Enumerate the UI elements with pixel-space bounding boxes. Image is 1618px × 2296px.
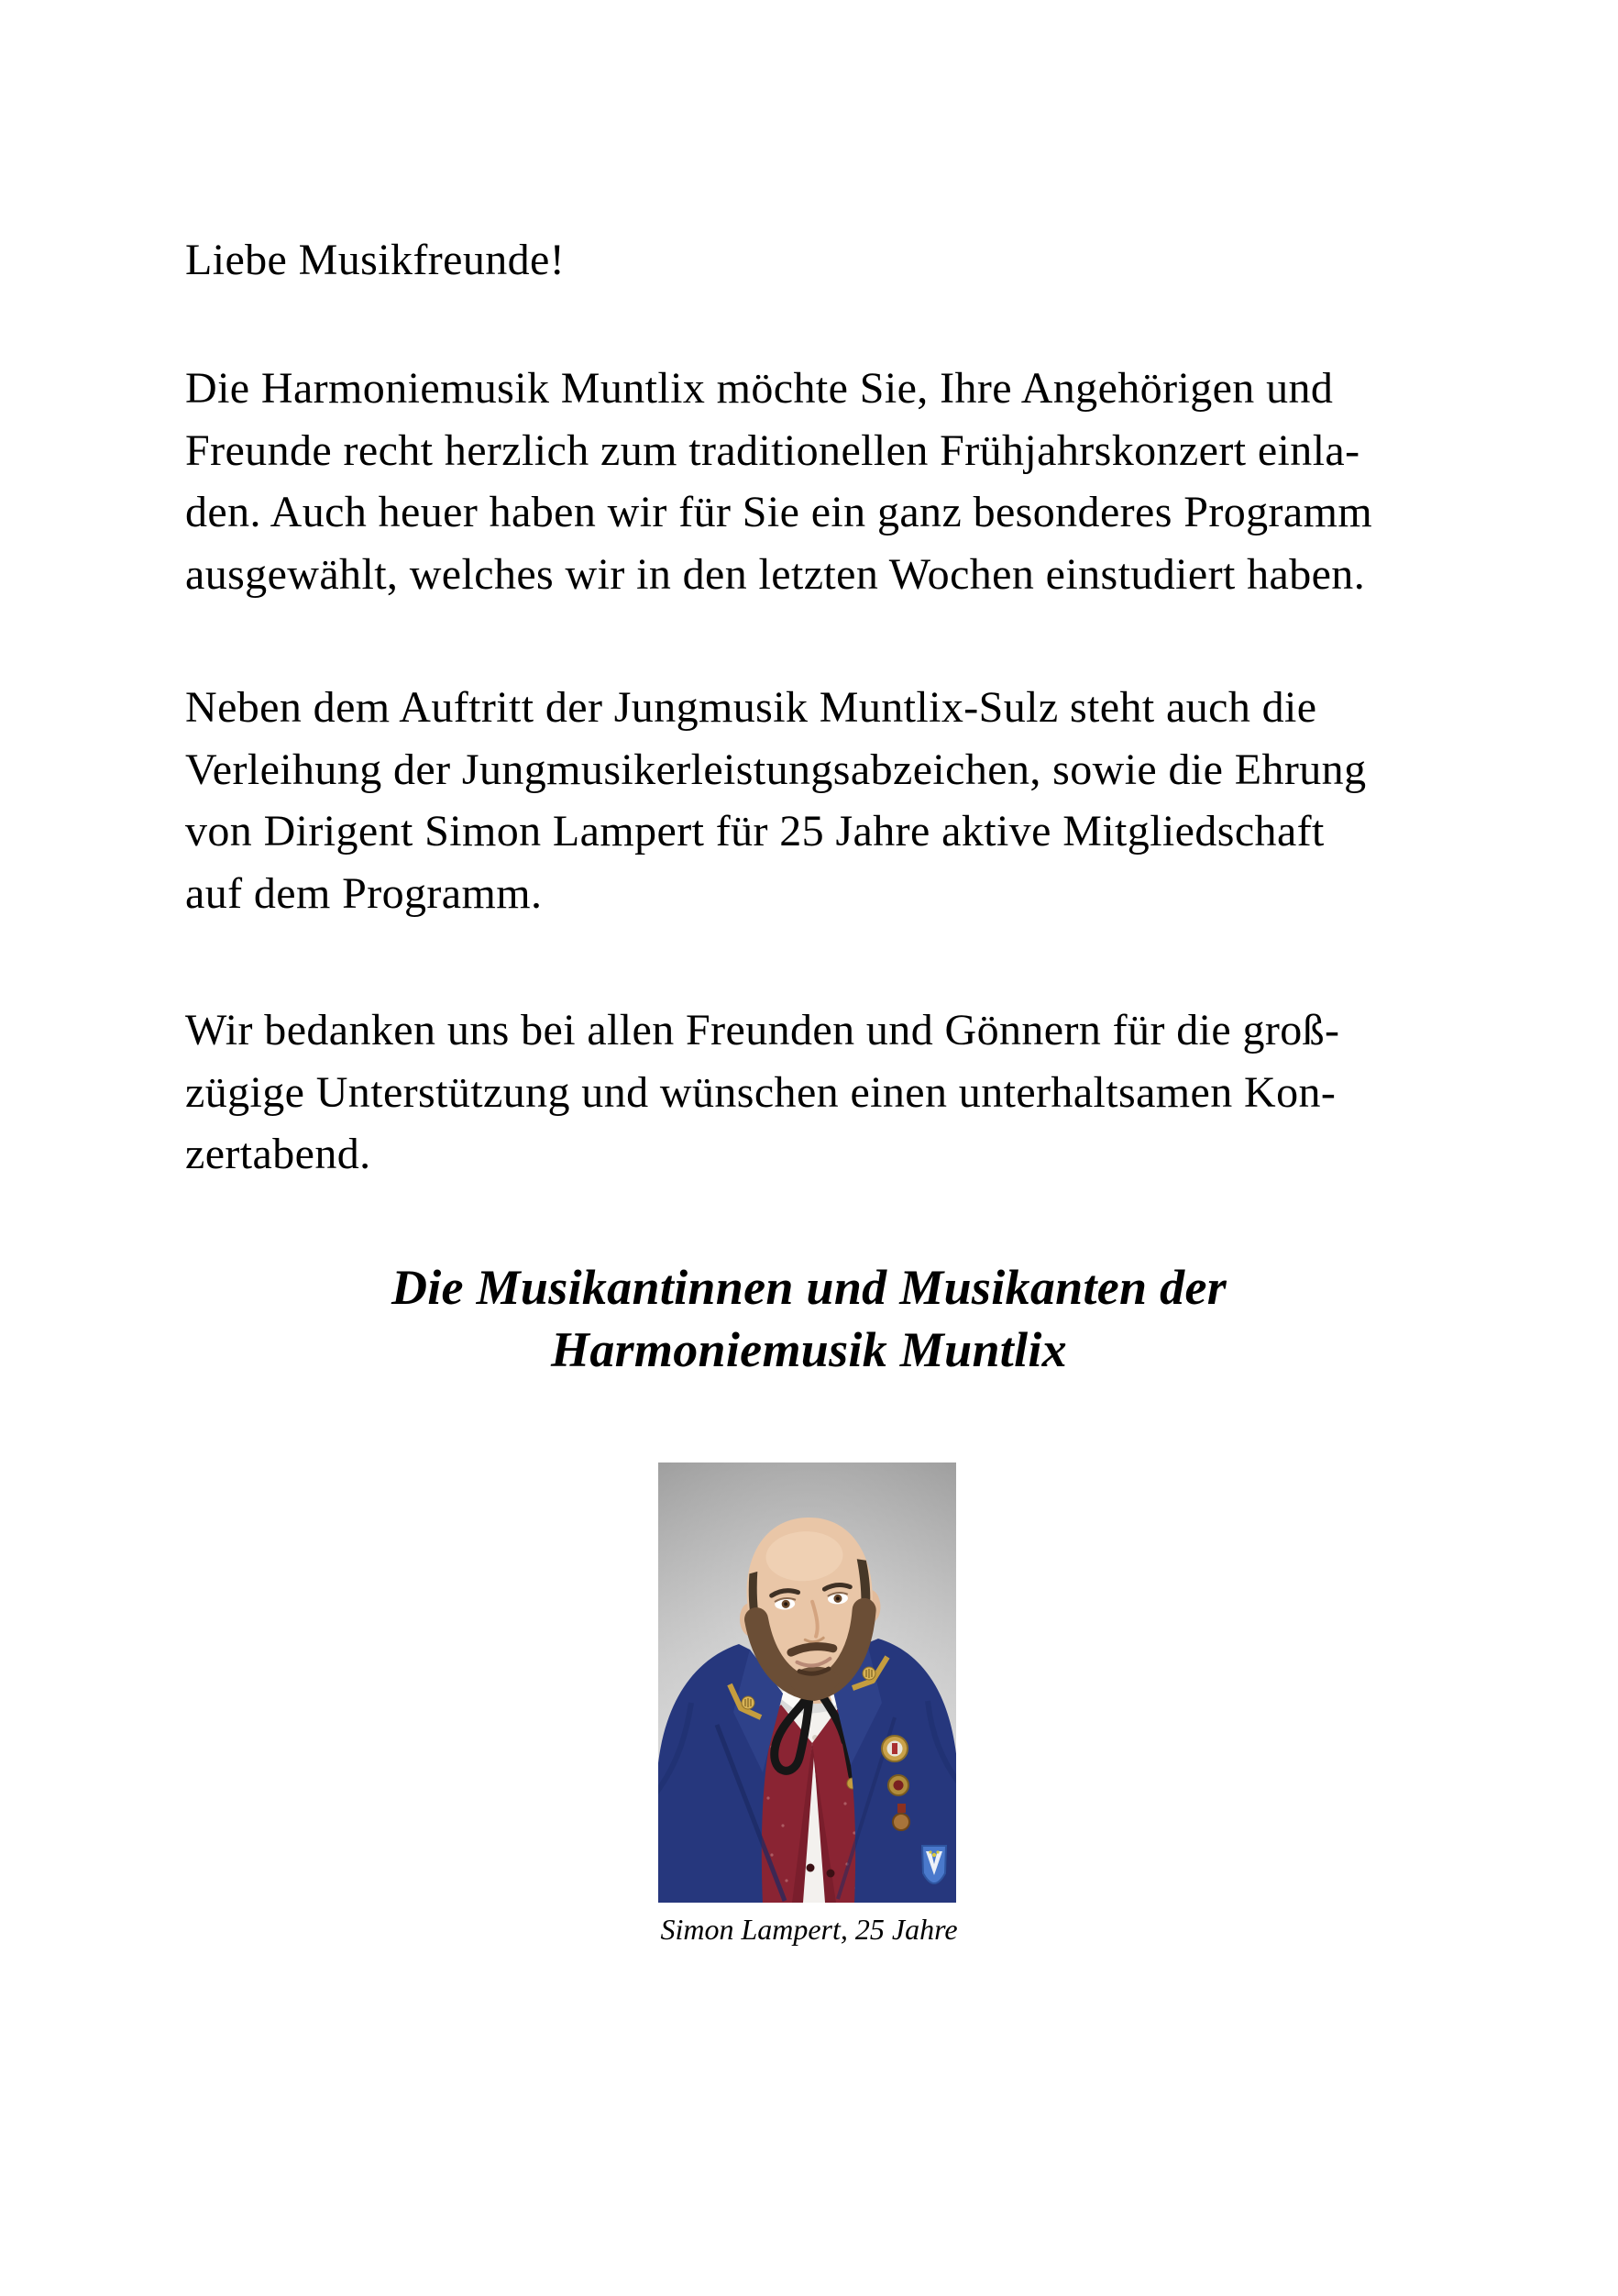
text-line: Neben dem Auftritt der Jungmusik Muntlix-Sulz steht auch die [185, 683, 1317, 732]
paragraph-2 [185, 677, 1487, 924]
photo-caption: Simon Lampert, 25 Jahre [660, 1913, 958, 1946]
text-line: Freunde recht herzlich zum traditionellen Frühjahrskonzert einla- [185, 425, 1360, 475]
signature-line: Harmoniemusik Muntlix [551, 1322, 1067, 1377]
text-line: Wir bedanken uns bei allen Freunden und Gönnern für die groß- [185, 1006, 1340, 1054]
greeting-line: Liebe Musikfreunde! [185, 236, 566, 284]
greeting-block [185, 229, 1487, 292]
lyre-pin [863, 1667, 875, 1680]
text-line: zertabend. [185, 1130, 371, 1179]
text-line: von Dirigent Simon Lampert für 25 Jahre aktive Mitgliedschaft [185, 807, 1325, 856]
text-line: den. Auch heuer haben wir für Sie ein ganz besonderes Programm [185, 488, 1373, 537]
signature-line: Die Musikantinnen und Musikanten der [391, 1260, 1227, 1315]
lyre-pin [742, 1696, 754, 1709]
text-line: zügige Unterstützung und wünschen einen unterhaltsamen Kon- [185, 1067, 1337, 1117]
paragraph-3 [185, 999, 1487, 1186]
portrait-photo [658, 1463, 956, 1903]
portrait-illustration [658, 1463, 956, 1903]
text-line: auf dem Programm. [185, 868, 543, 918]
shield-patch [922, 1846, 946, 1883]
paragraph-1 [185, 358, 1487, 605]
text-line: ausgewählt, welches wir in den letzten Wochen einstudiert haben. [185, 549, 1366, 599]
text-line: Verleihung der Jungmusikerleistungsabzeichen, sowie die Ehrung [185, 745, 1367, 794]
signature-block [0, 1256, 1618, 1381]
text-line: Die Harmoniemusik Muntlix möchte Sie, Ihre Angehörigen und [185, 364, 1334, 413]
